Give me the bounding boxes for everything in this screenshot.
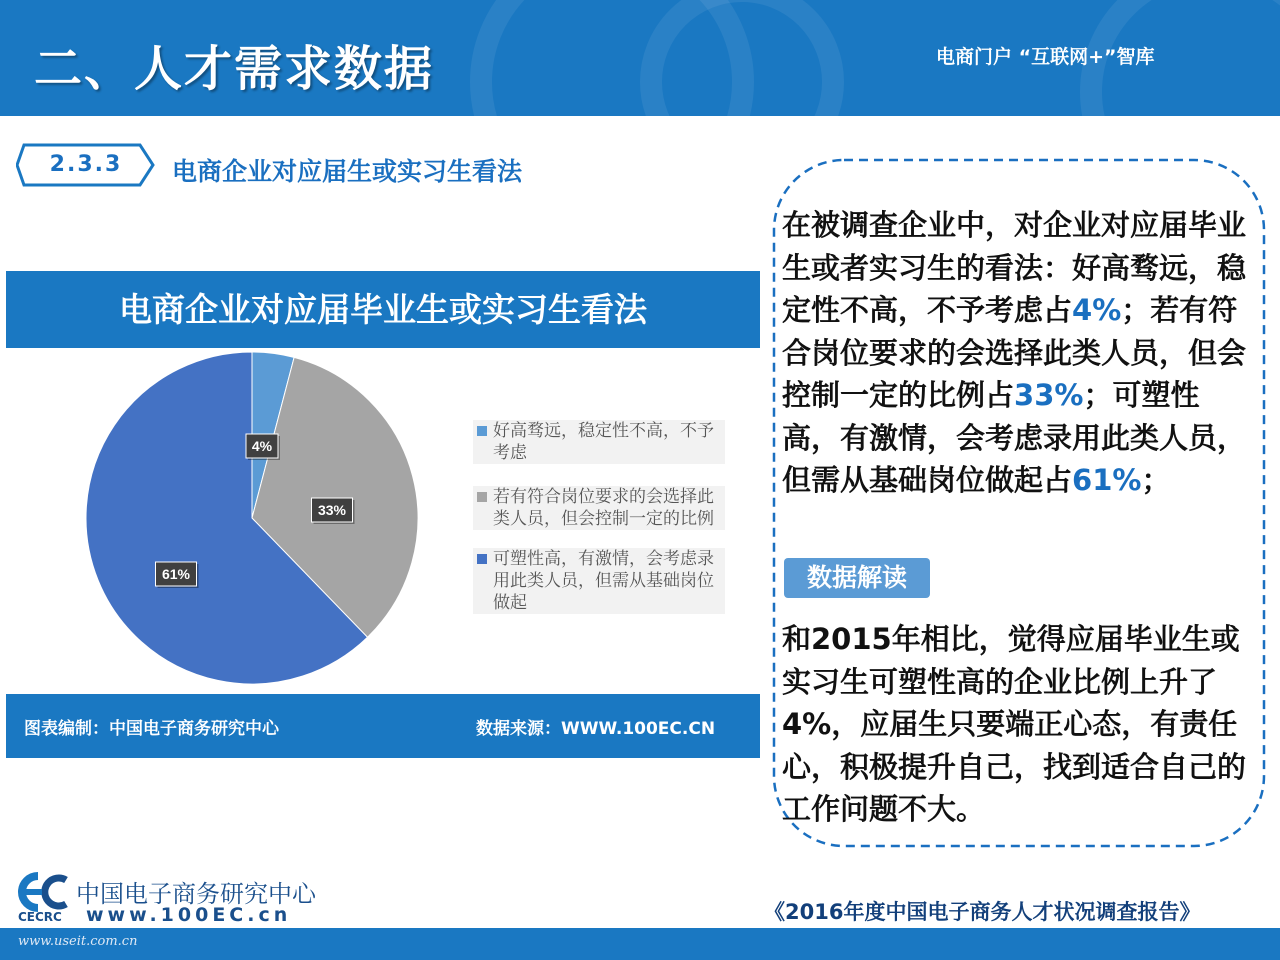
legend-item [473, 486, 725, 530]
legend-swatch [477, 554, 487, 564]
chart-legend [473, 420, 725, 632]
legend-label: 若有符合岗位要求的会选择此类人员，但会控制一定的比例 [493, 487, 714, 529]
legend-swatch [477, 426, 487, 436]
chart-credit: 图表编制：中国电子商务研究中心 [24, 719, 279, 739]
data-label [156, 562, 199, 588]
chart-title: 电商企业对应届毕业生或实习生看法 [119, 290, 647, 329]
logo-url: www.100EC.cn [86, 904, 292, 926]
insight-label: 数据解读 [784, 558, 930, 598]
header-decoration [640, 0, 844, 116]
chart-source: 数据来源：WWW.100EC.CN [476, 719, 716, 739]
bottom-bar [0, 928, 1280, 960]
legend-item [473, 420, 725, 464]
summary-text: ； [1141, 463, 1171, 497]
svg-text:61%: 61% [161, 566, 191, 582]
legend-item [473, 548, 725, 614]
pie-chart [70, 350, 430, 690]
summary-value: 61% [1072, 463, 1142, 497]
data-label [312, 498, 355, 524]
report-title: 《2016年度中国电子商务人才状况调查报告》 [764, 900, 1201, 924]
legend-swatch [477, 492, 487, 502]
page-title: 二、人才需求数据 [34, 41, 435, 97]
summary-text: 在被调查企业中，对企业对应届毕业生或者实习生的看法：好高骛远，稳定性不高，不予考虑占 [782, 208, 1247, 327]
watermark: www.useit.com.cn [18, 934, 138, 949]
logo-name: 中国电子商务研究中心 [76, 880, 316, 908]
svg-text:4%: 4% [251, 438, 273, 454]
section-title: 电商企业对应届生或实习生看法 [172, 157, 523, 186]
legend-label: 好高骛远，稳定性不高，不予考虑 [493, 421, 714, 463]
summary-text: ；可塑性高，有激情，会考虑录用此类人员，但需从基础岗位做起占 [782, 378, 1247, 497]
svg-text:33%: 33% [317, 502, 347, 518]
data-label [246, 434, 280, 460]
logo-abbr: CECRC [18, 910, 62, 924]
header-brand: 电商门户 “互联网+”智库 [936, 46, 1155, 68]
summary-text: ；若有符合岗位要求的会选择此类人员，但会控制一定的比例占 [782, 293, 1247, 412]
section-number: 2.3.3 [49, 152, 123, 177]
summary-value: 33% [1014, 378, 1084, 412]
cecrc-logo-icon [16, 872, 72, 912]
insight-paragraph: 和2015年相比，觉得应届毕业生或实习生可塑性高的企业比例上升了4%，应届生只要端正心态，有责任心，积极提升自己，找到适合自己的工作问题不大。 [782, 622, 1247, 826]
legend-label: 可塑性高，有激情，会考虑录用此类人员，但需从基础岗位做起 [493, 549, 714, 613]
summary-paragraph [782, 204, 1252, 502]
summary-value: 4% [1072, 293, 1122, 327]
